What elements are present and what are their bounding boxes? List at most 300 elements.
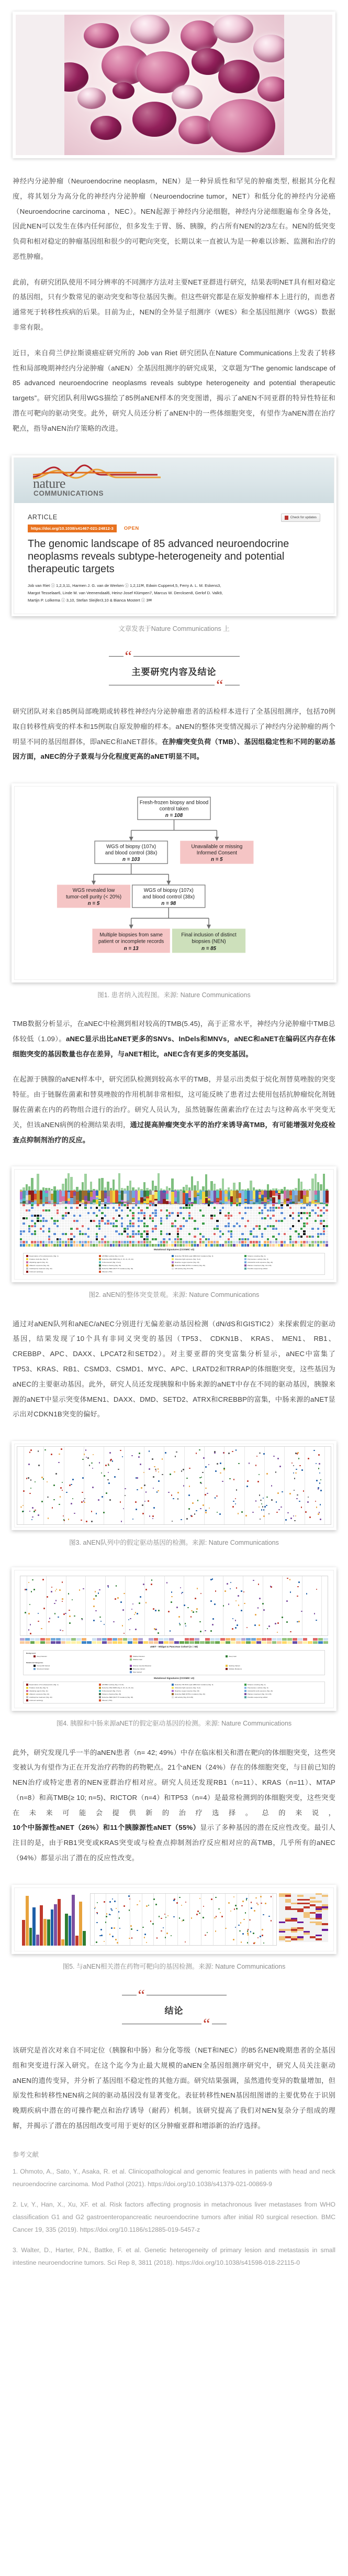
track-cell [96, 1241, 98, 1243]
data-point [228, 1453, 230, 1454]
track-cell [191, 1241, 193, 1243]
tmb-bar [129, 1181, 131, 1191]
data-point [308, 1497, 309, 1498]
oncoprint-row [20, 1236, 328, 1238]
data-point [38, 1514, 39, 1516]
data-point [287, 1578, 288, 1579]
legend-item [99, 1684, 167, 1686]
track-cell [241, 1638, 246, 1641]
track-cell [20, 1244, 22, 1247]
track-cell [323, 1241, 325, 1243]
track-cell [133, 1641, 138, 1644]
legend-label: Defective BER (MUTYH mutation) (Sig. 36) [102, 1268, 133, 1270]
legend-item [244, 1687, 312, 1689]
data-point [47, 1481, 48, 1483]
track-cell [323, 1638, 328, 1641]
data-point [211, 1898, 212, 1900]
oncoprint-row [20, 1217, 328, 1219]
legend-swatch [172, 1690, 174, 1692]
paragraph-intro-1: 神经内分泌肿瘤（Neuroendocrine neoplasm，NEN）是一种异质性和罕见的肿瘤类型, 根据其分化程度，将其划分为高分化的神经内分泌肿瘤（Neuroendocrine tumor，NET）和低分化的神经内分泌癌（Neuroendocrine carcinoma ，NEC）。NEN起源于神经内分泌细胞，神经内分泌细胞遍布全身各处，因此NEN可以发生在体内任何部位，但多发生于胃、肠、胰腺，约占所有NEN的2/3左右。NEN的低突变负荷和相对稳定的肿瘤基因组和很少的可靶向突变，长期以来一直被认为是一种难以诊断、监测和治疗的恶性肿瘤。 [13, 177, 335, 260]
data-point [144, 1485, 145, 1486]
data-point [262, 1929, 263, 1930]
track-cell [79, 1241, 81, 1243]
data-point [254, 1942, 256, 1944]
data-point [69, 1622, 71, 1624]
data-point [153, 1898, 155, 1900]
legend-swatch [226, 1655, 228, 1657]
track-cell [171, 1241, 173, 1243]
track-cell [199, 1241, 201, 1243]
track-cell [110, 1241, 112, 1243]
data-point [109, 1499, 111, 1501]
data-point [174, 1471, 175, 1473]
svg-text:n = 108: n = 108 [165, 813, 183, 819]
data-point [185, 1902, 187, 1903]
track-cell [318, 1641, 323, 1644]
track-cell [42, 1241, 44, 1243]
data-point [306, 1593, 308, 1595]
tmb-bar [317, 1182, 319, 1191]
data-point [245, 1912, 246, 1914]
legend-label: Defective DNA MMR (Sig. 6, 15, 21, 26, 44) [102, 1687, 133, 1689]
track-cell [37, 1244, 39, 1247]
data-point [132, 1603, 134, 1605]
tmb-bar [118, 1173, 120, 1191]
paper-title: The genomic landscape of 85 advanced neuroendocrine neoplasms reveals subtype-heterogeneity and potential therapeutic targets [28, 538, 289, 575]
legend-item [99, 1258, 167, 1260]
data-point [254, 1910, 255, 1912]
data-point [131, 1609, 133, 1610]
track-cell [205, 1244, 207, 1247]
data-point [81, 1520, 82, 1521]
data-point [32, 1516, 33, 1518]
track-cell [255, 1244, 257, 1247]
track-cell [107, 1641, 112, 1644]
data-point [58, 1617, 59, 1618]
data-point [186, 1518, 188, 1520]
legend-label: Defective BER (NTHL1 mutation) (Sig. 30) [174, 1693, 205, 1696]
data-point [235, 1905, 237, 1906]
data-point [59, 1589, 61, 1591]
conclusion-heading [122, 1986, 227, 2033]
legend-label: Deep Deletion [37, 1655, 47, 1658]
legend-item [26, 1255, 94, 1257]
data-point [183, 1919, 184, 1921]
track-cell [278, 1244, 280, 1247]
data-point [238, 1463, 240, 1465]
data-point [201, 1483, 203, 1485]
legend-label: Putative clock-like (Sig. 5) [29, 1258, 48, 1261]
data-point [205, 1494, 206, 1496]
doi-link[interactable]: https://doi.org/10.1038/s41467-021-24812-3 [28, 525, 117, 532]
data-point [139, 1453, 140, 1454]
tmb-bar [191, 1176, 193, 1191]
data-point [109, 1452, 111, 1454]
track-cell [185, 1241, 187, 1243]
data-point [159, 1916, 160, 1917]
track-cell [228, 1241, 230, 1243]
data-point [210, 1630, 212, 1632]
track-cell [317, 1241, 319, 1243]
data-point [91, 1511, 93, 1512]
data-point [20, 1507, 22, 1508]
svg-text:patient or incomplete records: patient or incomplete records [98, 938, 164, 945]
data-point [266, 1497, 268, 1498]
legend-swatch [244, 1261, 246, 1263]
data-point [228, 1902, 230, 1904]
data-point [99, 1462, 100, 1464]
data-point [30, 1479, 32, 1481]
track-cell [214, 1241, 216, 1243]
legend-label: Missense Variant [132, 1668, 145, 1671]
track-cell [87, 1241, 89, 1243]
section-heading [109, 648, 240, 694]
legend-swatch [244, 1268, 246, 1270]
track-cell [56, 1641, 61, 1644]
data-point [100, 1929, 102, 1930]
legend-item [172, 1258, 240, 1260]
data-point [196, 1510, 197, 1512]
data-point [244, 1603, 245, 1604]
data-point [217, 1512, 218, 1513]
data-point [233, 1501, 234, 1502]
track-cell [171, 1244, 173, 1247]
data-point [320, 1479, 322, 1481]
track-cell [226, 1638, 230, 1641]
data-point [205, 1935, 206, 1936]
data-point [62, 1601, 63, 1602]
track-cell [233, 1241, 235, 1243]
data-point [239, 1930, 241, 1932]
legend-label: Platinum treatment (Sig. 31 & 35) [247, 1693, 272, 1696]
data-point [29, 1604, 31, 1606]
data-point [171, 1494, 173, 1496]
data-point [79, 1589, 81, 1591]
track-cell [154, 1638, 159, 1641]
data-point [63, 1613, 65, 1615]
track-cell [313, 1641, 318, 1644]
track-cell [97, 1638, 102, 1641]
data-point [132, 1519, 134, 1520]
data-point [113, 1621, 115, 1623]
legend-swatch [26, 1255, 28, 1257]
track-cell [121, 1241, 123, 1243]
data-point [51, 1587, 53, 1588]
data-point [156, 1491, 158, 1493]
data-point [48, 1518, 49, 1519]
data-point [241, 1941, 242, 1943]
data-point [298, 1581, 300, 1583]
data-point [188, 1508, 190, 1510]
data-point [149, 1450, 150, 1452]
legend-label: APOBEC activity (Sig. 2 & 13) [102, 1255, 124, 1258]
track-cell [20, 1241, 22, 1243]
legend-swatch [244, 1693, 246, 1695]
data-point [314, 1613, 316, 1614]
data-point [179, 1917, 181, 1919]
figure-1-flowchart [14, 786, 334, 980]
data-point [120, 1601, 122, 1603]
data-point [236, 1587, 238, 1589]
data-point [86, 1521, 87, 1522]
track-cell [280, 1241, 283, 1243]
track-cell [98, 1244, 100, 1247]
legend-label: Putative clock-like (Sig. 5) [29, 1687, 48, 1689]
tmb-bar [222, 1178, 224, 1191]
data-point [38, 1450, 39, 1452]
data-point [108, 1482, 110, 1484]
data-point [95, 1610, 97, 1612]
track-cell [166, 1241, 168, 1243]
track-cell [272, 1241, 274, 1243]
data-point [271, 1896, 272, 1897]
data-point [257, 1607, 259, 1609]
data-point [97, 1902, 98, 1904]
track-cell [230, 1244, 232, 1247]
target-bar [72, 1895, 75, 1946]
track-cell [104, 1241, 106, 1243]
data-point [145, 1602, 147, 1603]
data-point [195, 1598, 196, 1599]
track-cell [57, 1244, 59, 1247]
track-cell [311, 1244, 313, 1247]
track-cell [51, 1638, 55, 1641]
track-cell [82, 1641, 86, 1644]
data-point [104, 1901, 105, 1903]
track-cell [129, 1241, 131, 1243]
data-point [177, 1492, 179, 1493]
data-point [299, 1465, 301, 1467]
data-point [158, 1468, 159, 1470]
data-point [161, 1918, 162, 1919]
data-point [249, 1462, 250, 1464]
data-point [52, 1507, 53, 1509]
data-point [119, 1917, 120, 1919]
data-point [28, 1629, 30, 1631]
legend-item [226, 1665, 315, 1667]
data-point [238, 1595, 239, 1597]
data-point [259, 1507, 260, 1508]
track-cell [315, 1241, 317, 1243]
track-cell [183, 1244, 185, 1247]
track-cell [251, 1641, 256, 1644]
track-cell [65, 1241, 67, 1243]
track-cell [239, 1244, 241, 1247]
target-bar [29, 1928, 32, 1946]
target-bar [79, 1902, 82, 1946]
track-cell [97, 1641, 102, 1644]
tmb-bar [239, 1182, 241, 1191]
data-point [318, 1488, 319, 1490]
author-line-2: Margot Tesselaar6, Linde M. van Veenendaal6, Heinz-Josef Klümpen7, Marcus W. Dercksen8, Gerlof D. Valk9, [28, 590, 223, 595]
data-point [151, 1584, 152, 1585]
data-point [243, 1919, 245, 1920]
tmb-bar [185, 1185, 187, 1191]
data-point [298, 1458, 300, 1459]
data-point [62, 1482, 63, 1483]
track-cell [255, 1241, 257, 1243]
track-cell [289, 1244, 291, 1247]
track-cell [236, 1638, 241, 1641]
paragraph-conclusion: 该研究是首次对来自不同定位（胰腺和中肠）和分化等级（NET和NEC）的85名NEN晚期患者的全基因组和突变进行深入研究。在这个迄今为止最大规模的aNEN全基因组测序研究中，研究人员关注驱动aNEN的遗传变异，并分析了基因组不稳定性的其他方面。研究结果强调，虽然遗传变异的数量增加，但原发性和转移性NEN病之间的驱动基因没有显著变化。表征转移性NEN基因组图谱的主要优势在于识别晚期疾病中潜在的可操作靶点和治疗诱导（耐药）机制。该研究提高了我们对NEN复杂分子组成的理解，并揭示了潜在的基因组改变可用于更好的区分肿瘤亚群和增添新的治疗选择。 [13, 2046, 335, 2130]
data-point [232, 1451, 233, 1453]
data-point [255, 1614, 256, 1616]
bookmark-icon [285, 516, 288, 520]
tmb-bar [82, 1182, 84, 1191]
data-point [96, 1941, 97, 1943]
data-point [297, 1453, 298, 1455]
data-point [68, 1593, 70, 1595]
paragraph-pancreas-bold: 通过提高肿瘤突变水平的治疗来诱导高TMB，有可能增强对免疫检查点抑制剂治疗的反应。 [13, 1120, 336, 1144]
track-cell [37, 1241, 39, 1243]
data-point [68, 1519, 70, 1520]
data-point [166, 1933, 168, 1934]
data-point [128, 1895, 130, 1897]
track-cell [197, 1241, 199, 1243]
data-point [257, 1937, 259, 1939]
legend-label: Defective BER (MUTYH mutation) (Sig. 36) [102, 1696, 133, 1699]
track-cell [26, 1244, 28, 1247]
data-point [170, 1630, 171, 1632]
data-point [186, 1478, 188, 1479]
data-point [215, 1590, 217, 1592]
data-point [286, 1600, 288, 1602]
tmb-bar [101, 1178, 103, 1191]
legend-label: Inframe Insertion/Deletion [132, 1665, 152, 1667]
track-cell [231, 1641, 235, 1644]
data-point [59, 1504, 60, 1505]
quote-mark-icon-bottom: “ [215, 681, 224, 690]
reference-item: 1. Ohmoto, A., Sato, Y., Asaka, R. et al. Clinicopathological and genomic features in patients with head and neck neuroendocrine carcinoma. Mod Pathol (2021). https://doi.org/10.1038/s41379-021-00869-9 [13, 2167, 335, 2188]
legend-item [244, 1684, 312, 1686]
track-cell [92, 1638, 97, 1641]
data-point [294, 1520, 296, 1522]
track-cell [61, 1641, 66, 1644]
data-point [25, 1612, 26, 1613]
paragraph-results-1-bold: 在肿瘤突变负荷（TMB）、基因组稳定性和不同的驱动基因方面，aNEC的分子景观与分化程度更高的aNET明显不同。 [13, 737, 336, 761]
legend-label: Frameshift Variant [37, 1665, 50, 1667]
reference-item: 2. Lv, Y., Han, X., Xu, XF. et al. Risk factors affecting prognosis in metachronous liver metastases from WHO classification G1 and G2 gastroenteropancreatic neuroendocrine tumors after initial R0 surgical resection. BMC Cancer 19, 335 (2019). https://doi.org/10.1186/s12885-019-5457-z [13, 2200, 335, 2234]
flowchart-svg [24, 794, 324, 971]
paper-caption: 文章发表于Nature Communications 上 [118, 625, 230, 632]
track-cell [138, 1244, 140, 1247]
track-cell [315, 1244, 317, 1247]
track-cell [300, 1244, 302, 1247]
data-point [257, 1904, 259, 1905]
track-cell [160, 1241, 162, 1243]
track-cell [303, 1244, 305, 1247]
data-point [152, 1923, 154, 1925]
data-point [216, 1496, 218, 1497]
track-cell [277, 1641, 282, 1644]
hero-image-card [13, 12, 335, 158]
data-point [199, 1449, 200, 1451]
data-point [301, 1507, 302, 1508]
data-point [122, 1456, 124, 1458]
data-point [255, 1897, 257, 1899]
data-point [296, 1469, 297, 1470]
legend-item [244, 1696, 312, 1698]
data-point [60, 1487, 62, 1489]
paragraph-intro-2: 此前，有研究团队使用不同分辨率的不同测序方法对主要NET亚群进行研究，结果表明NET具有相对稳定的基因组，只有少数常见的驱动突变和等位基因失衡。但这些研究都是在原发肿瘤样本上进行的，而患者通常死于转移性疾病的后果。目前为止，NEN的全外显子组测序（WES）和全基因组测序（WGS）数据非常有限。 [13, 278, 335, 332]
legend-label: Deamination of 5-methylcytosine (Sig. 1) [29, 1684, 59, 1686]
check-for-updates-badge[interactable] [281, 514, 320, 522]
data-point [223, 1605, 224, 1607]
legend-item [172, 1255, 240, 1257]
data-point [167, 1915, 169, 1917]
figure-2-legend [23, 1253, 325, 1275]
legend-swatch [172, 1258, 174, 1260]
data-point [245, 1515, 247, 1516]
track-cell [107, 1241, 109, 1243]
data-point [263, 1515, 265, 1517]
svg-text:Fresh-frozen biopsy and blood: Fresh-frozen biopsy and blood [139, 800, 209, 806]
tmb-bar [143, 1182, 145, 1191]
track-cell [222, 1244, 224, 1247]
data-point [31, 1519, 33, 1521]
legend-item [26, 1690, 94, 1692]
track-cell [82, 1638, 86, 1641]
legend-label: Platinum treatment (Sig. 31 & 35) [247, 1264, 272, 1267]
data-point [319, 1482, 321, 1484]
data-point [259, 1453, 261, 1454]
oncoprint-row [20, 1238, 328, 1240]
tmb-bar [284, 1187, 286, 1191]
data-point [179, 1897, 181, 1898]
legend-item [130, 1671, 219, 1673]
data-point [143, 1584, 144, 1585]
legend-swatch [244, 1258, 246, 1260]
data-point [30, 1449, 32, 1451]
data-point [196, 1453, 197, 1454]
track-cell [277, 1638, 282, 1641]
track-cell [118, 1638, 122, 1641]
data-point [137, 1489, 138, 1491]
paper-authors [28, 582, 320, 604]
data-point [297, 1586, 299, 1588]
track-cell [76, 1641, 81, 1644]
tmb-bar [113, 1180, 115, 1191]
legend-label: Defective DNA MMR (Sig. 6, 15, 21, 26, 44) [102, 1258, 133, 1261]
data-point [129, 1938, 130, 1939]
tmb-bar [132, 1187, 134, 1191]
data-point [200, 1508, 201, 1510]
tmb-bar [233, 1183, 235, 1191]
data-point [84, 1498, 86, 1500]
track-cell [250, 1241, 252, 1243]
data-point [55, 1590, 57, 1592]
data-point [74, 1616, 75, 1617]
track-cell [286, 1244, 288, 1247]
tmb-bar [37, 1174, 39, 1191]
track-cell [325, 1244, 328, 1247]
data-point [93, 1454, 94, 1456]
track-cell [164, 1638, 169, 1641]
data-point [243, 1591, 245, 1593]
data-point [189, 1486, 190, 1487]
track-cell [25, 1638, 30, 1641]
data-point [152, 1458, 153, 1460]
track-cell [308, 1638, 312, 1641]
legend-swatch [226, 1668, 228, 1670]
data-point [224, 1590, 226, 1592]
svg-text:Final inclusion of distinct: Final inclusion of distinct [181, 932, 237, 938]
data-point [286, 1621, 288, 1623]
track-cell [253, 1241, 255, 1243]
track-cell [34, 1244, 36, 1247]
legend-item [33, 1665, 122, 1667]
article-type-label: ARTICLE [28, 513, 58, 521]
